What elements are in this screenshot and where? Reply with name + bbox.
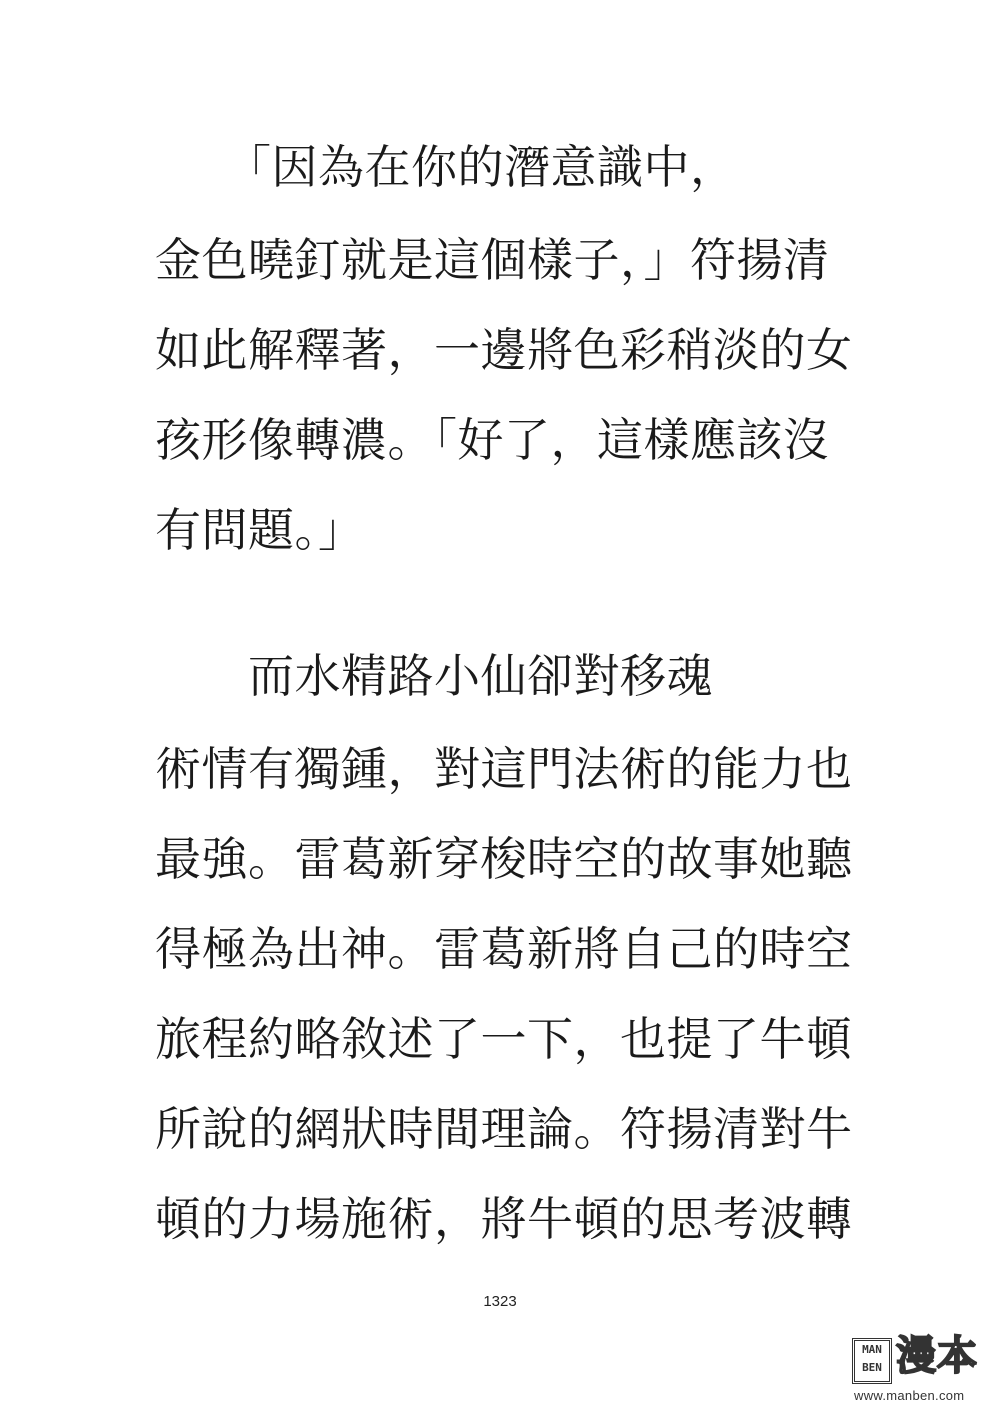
watermark-logo-top: MAN xyxy=(862,1343,882,1356)
text-line: 而水精路小仙卻對移魂 xyxy=(155,649,713,703)
watermark-chinese: 漫本 xyxy=(896,1333,978,1379)
text-line: 孩形像轉濃。「好了，這樣應該沒 xyxy=(155,413,830,467)
watermark-logo xyxy=(852,1338,892,1384)
text-line: 如此解釋著，一邊將色彩稍淡的女 xyxy=(155,323,853,377)
text-line: 有問題。」 xyxy=(155,503,365,557)
page-number: 1323 xyxy=(483,1293,517,1310)
text-line: 「因為在你的潛意識中， xyxy=(155,140,737,194)
text-line: 金色曉釘就是這個樣子，」符揚清 xyxy=(155,233,830,287)
text-line: 旅程約略敘述了一下，也提了牛頓 xyxy=(155,1012,853,1066)
watermark-logo-bottom: BEN xyxy=(862,1361,882,1374)
watermark-url: www.manben.com xyxy=(854,1388,965,1403)
text-line: 最強。雷葛新穿梭時空的故事她聽 xyxy=(155,832,853,886)
text-line: 得極為出神。雷葛新將自己的時空 xyxy=(155,922,853,976)
text-line: 所說的網狀時間理論。符揚清對牛 xyxy=(155,1102,853,1156)
text-line: 頓的力場施術，將牛頓的思考波轉 xyxy=(155,1192,853,1246)
watermark xyxy=(852,1333,994,1404)
text-line: 術情有獨鍾，對這門法術的能力也 xyxy=(155,742,853,796)
